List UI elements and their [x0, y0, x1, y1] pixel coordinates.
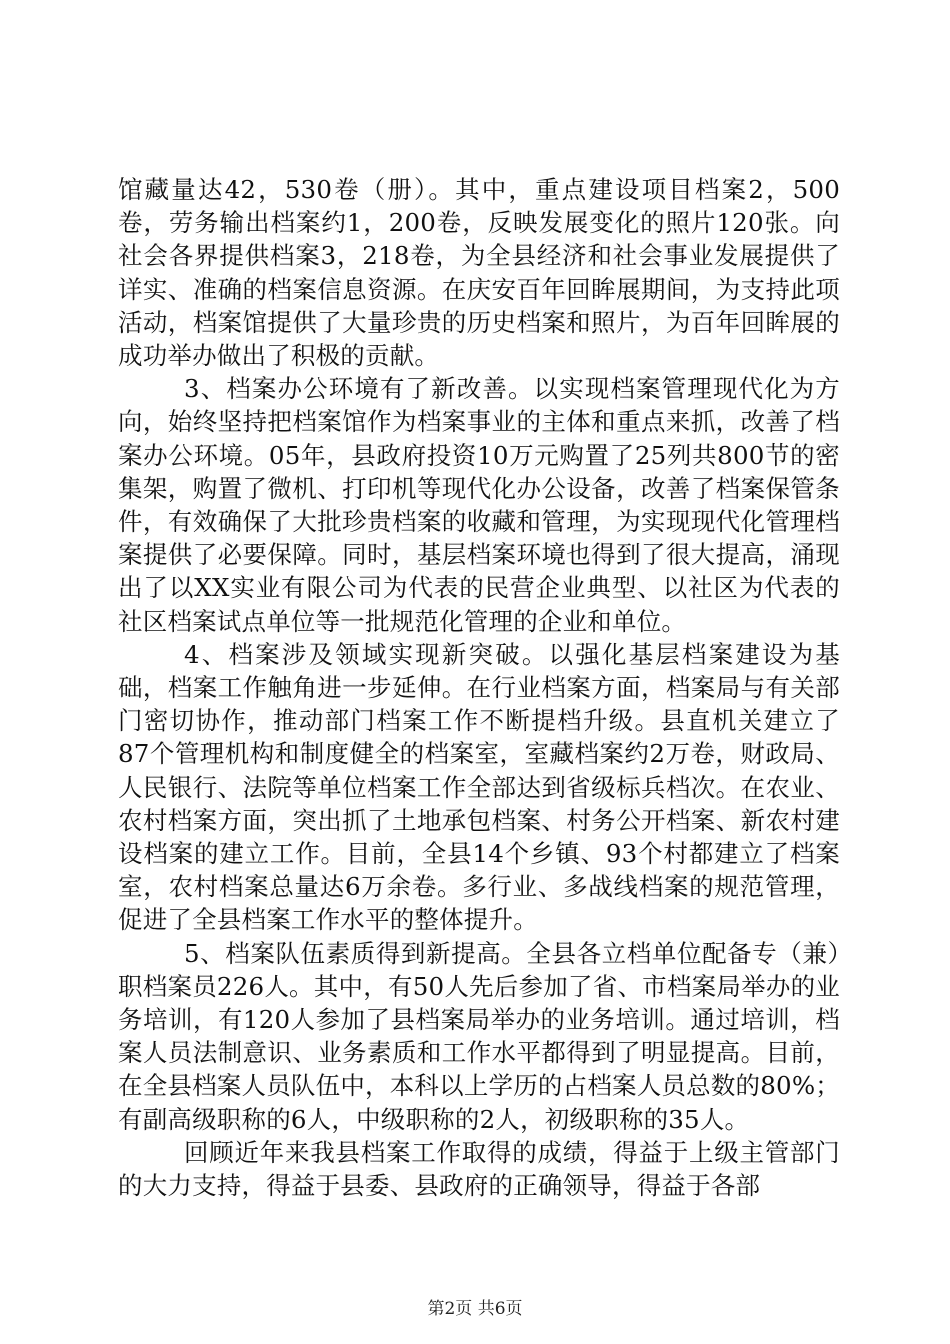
paragraph-office-environment: 3、档案办公环境有了新改善。以实现档案管理现代化为方向，始终坚持把档案馆作为档案事业的主体和重点来抓，改善了档案办公环境。05年，县政府投资10万元购置了25列共800节的密集架，购置了微机、打印机等现代化办公设备，改善了档案保管条件，有效确保了大批珍贵档案的收藏和管理，为实现现代化管理档案提供了必要保障。同时，基层档案环境也得到了很大提高，涌现出了以XX实业有限公司为代表的民营企业典型、以社区为代表的社区档案试点单位等一批规范化管理的企业和单位。 [118, 374, 840, 636]
page-number-footer: 第2页 共6页 [427, 1299, 523, 1319]
document-body [118, 173, 840, 1202]
paragraph-field-breakthrough: 4、档案涉及领域实现新突破。以强化基层档案建设为基础，档案工作触角进一步延伸。在行业档案方面，档案局与有关部门密切协作，推动部门档案工作不断提档升级。县直机关建立了87个管理机构和制度健全的档案室，室藏档案约2万卷，财政局、人民银行、法院等单位档案工作全部达到省级标兵档次。在农业、农村档案方面，突出抓了土地承包档案、村务公开档案、新农村建设档案的建立工作。目前，全县14个乡镇、93个村都建立了档案室，农村档案总量达6万余卷。多行业、多战线档案的规范管理，促进了全县档案工作水平的整体提升。 [118, 639, 840, 935]
paragraph-staff-quality: 5、档案队伍素质得到新提高。全县各立档单位配备专（兼）职档案员226人。其中，有50人先后参加了省、市档案局举办的业务培训，有120人参加了县档案局举办的业务培训。通过培训，档案人员法制意识、业务素质和工作水平都得到了明显提高。目前，在全县档案人员队伍中，本科以上学历的占档案人员总数的80%；有副高级职称的6人，中级职称的2人，初级职称的35人。 [118, 938, 840, 1134]
paragraph-review: 回顾近年来我县档案工作取得的成绩，得益于上级主管部门的大力支持，得益于县委、县政府的正确领导，得益于各部 [118, 1137, 840, 1201]
paragraph-collection-stats: 馆藏量达42，530卷（册）。其中，重点建设项目档案2，500卷，劳务输出档案约1，200卷，反映发展变化的照片120张。向社会各界提供档案3，218卷，为全县经济和社会事业发展提供了详实、准确的档案信息资源。在庆安百年回眸展期间，为支持此项活动，档案馆提供了大量珍贵的历史档案和照片，为百年回眸展的成功举办做出了积极的贡献。 [118, 175, 840, 371]
